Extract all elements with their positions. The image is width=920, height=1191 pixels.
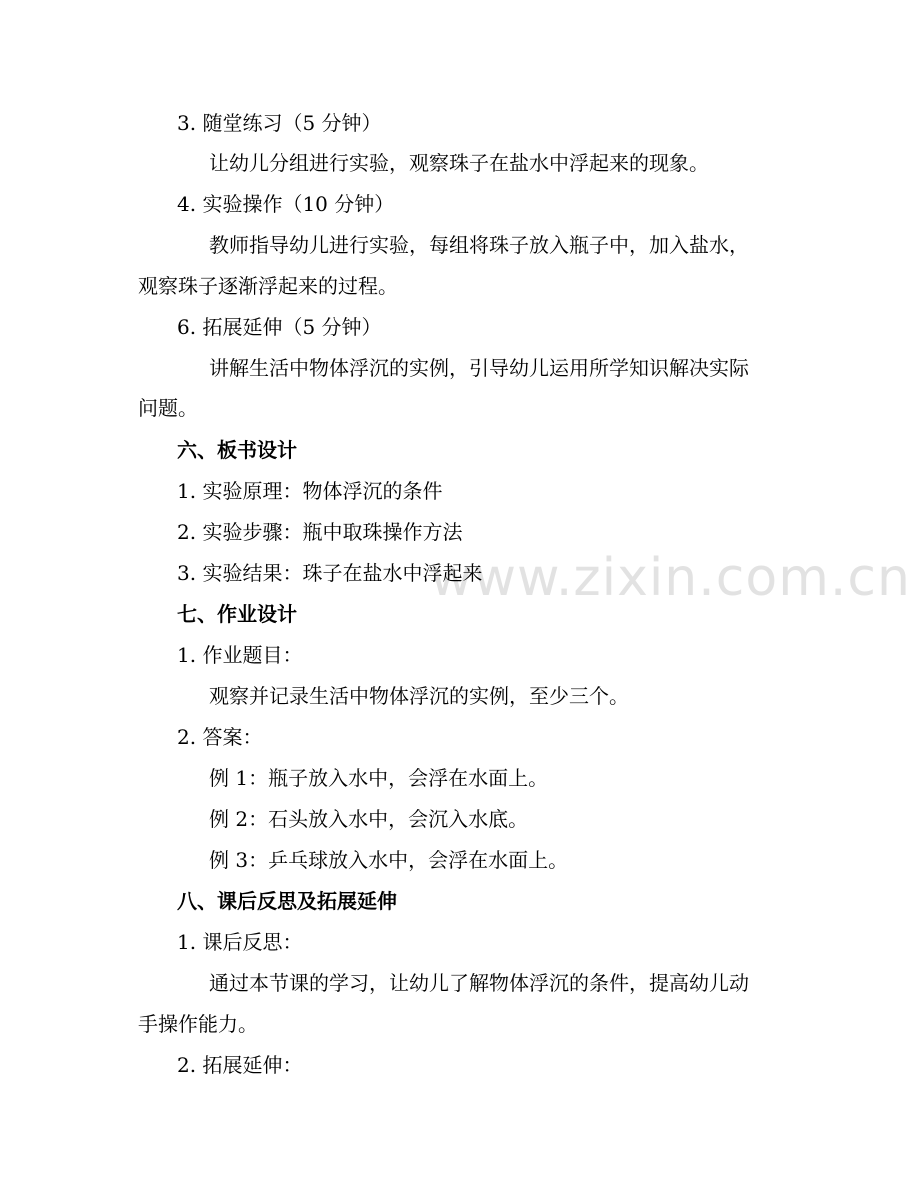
paragraph: 讲解生活中物体浮沉的实例，引导幼儿运用所学知识解决实际 bbox=[209, 356, 749, 380]
list-item: 3. 实验结果：珠子在盐水中浮起来 bbox=[177, 561, 483, 585]
list-item: 3. 随堂练习（5 分钟） bbox=[177, 111, 382, 135]
list-item: 4. 实验操作（10 分钟） bbox=[177, 192, 395, 216]
example-line: 例 2：石头放入水中，会沉入水底。 bbox=[209, 807, 529, 831]
paragraph-continuation: 问题。 bbox=[138, 396, 198, 420]
section-heading: 六、板书设计 bbox=[177, 438, 297, 462]
paragraph-continuation: 观察珠子逐渐浮起来的过程。 bbox=[138, 274, 398, 298]
paragraph-continuation: 手操作能力。 bbox=[138, 1012, 258, 1036]
paragraph: 让幼儿分组进行实验，观察珠子在盐水中浮起来的现象。 bbox=[209, 151, 709, 175]
list-item: 1. 课后反思： bbox=[177, 930, 303, 954]
list-item: 1. 实验原理：物体浮沉的条件 bbox=[177, 479, 443, 503]
paragraph: 教师指导幼儿进行实验，每组将珠子放入瓶子中，加入盐水， bbox=[209, 233, 749, 257]
example-line: 例 3：乒乓球放入水中，会浮在水面上。 bbox=[209, 848, 569, 872]
watermark: www.zixin.com.cn bbox=[430, 548, 911, 608]
paragraph: 通过本节课的学习，让幼儿了解物体浮沉的条件，提高幼儿动 bbox=[209, 971, 749, 995]
paragraph: 观察并记录生活中物体浮沉的实例，至少三个。 bbox=[209, 684, 629, 708]
example-line: 例 1：瓶子放入水中，会浮在水面上。 bbox=[209, 766, 549, 790]
section-heading: 八、课后反思及拓展延伸 bbox=[177, 889, 397, 913]
section-heading: 七、作业设计 bbox=[177, 602, 297, 626]
list-item: 6. 拓展延伸（5 分钟） bbox=[177, 315, 382, 339]
list-item: 2. 拓展延伸： bbox=[177, 1053, 303, 1077]
list-item: 2. 答案： bbox=[177, 725, 263, 749]
list-item: 2. 实验步骤：瓶中取珠操作方法 bbox=[177, 520, 463, 544]
list-item: 1. 作业题目： bbox=[177, 643, 303, 667]
